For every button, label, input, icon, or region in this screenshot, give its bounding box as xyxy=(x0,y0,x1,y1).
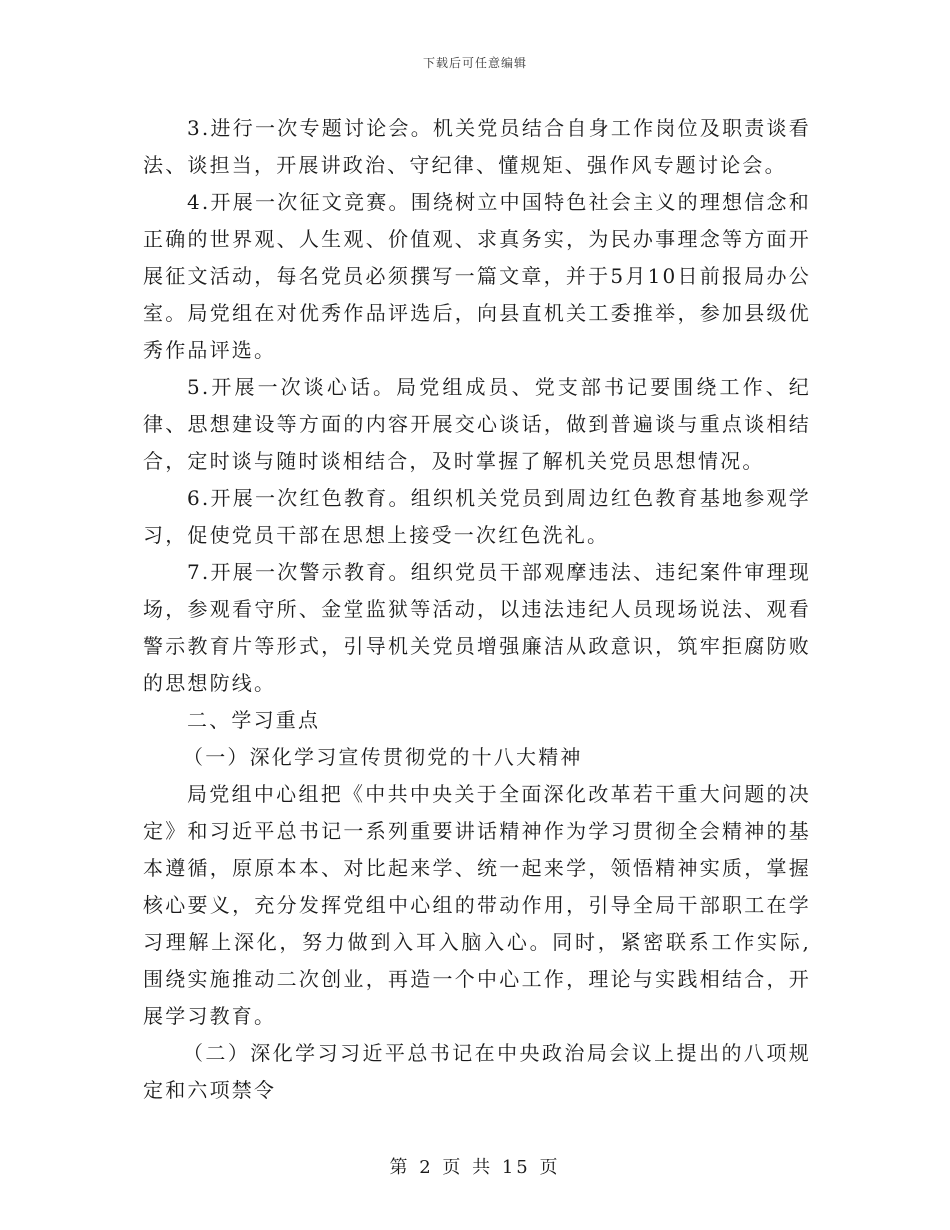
paragraph-study-body: 局党组中心组把《中共中央关于全面深化改革若干重大问题的决定》和习近平总书记一系列重要讲话精神作为学习贯彻全会精神的基本遵循，原原本本、对比起来学、统一起来学，领悟精神实质，掌握核心要义，充分发挥党组中心组的带动作用，引导全局干部职工在学习理解上深化，努力做到入耳入脑入心。同时，紧密联系工作实际,围绕实施推动二次创业，再造一个中心工作，理论与实践相结合，开展学习教育。 xyxy=(143,782,811,1028)
page-header: 下载后可任意编辑 xyxy=(422,56,527,70)
page-number-footer: 第 2 页 共 15 页 xyxy=(389,1157,561,1178)
section-heading-study-focus: 二、学习重点 xyxy=(187,708,321,732)
document-body xyxy=(143,110,811,1109)
paragraph-item-6: 6.开展一次红色教育。组织机关党员到周边红色教育基地参观学习，促使党员干部在思想上接受一次红色洗礼。 xyxy=(143,486,811,547)
paragraph-item-4: 4.开展一次征文竞赛。围绕树立中国特色社会主义的理想信念和正确的世界观、人生观、价值观、求真务实，为民办事理念等方面开展征文活动，每名党员必须撰写一篇文章，并于5月10日前报局办公室。局党组在对优秀作品评选后，向县直机关工委推举，参加县级优秀作品评选。 xyxy=(143,190,811,362)
subsection-heading-2: （二）深化学习习近平总书记在中央政治局会议上提出的八项规定和六项禁令 xyxy=(143,1041,811,1102)
subsection-heading-1: （一）深化学习宣传贯彻党的十八大精神 xyxy=(183,745,583,769)
paragraph-item-5: 5.开展一次谈心话。局党组成员、党支部书记要围绕工作、纪律、思想建设等方面的内容开展交心谈话，做到普遍谈与重点谈相结合，定时谈与随时谈相结合，及时掌握了解机关党员思想情况。 xyxy=(143,375,811,473)
paragraph-item-3: 3.进行一次专题讨论会。机关党员结合自身工作岗位及职责谈看法、谈担当，开展讲政治、守纪律、懂规矩、强作风专题讨论会。 xyxy=(143,116,811,177)
paragraph-item-7: 7.开展一次警示教育。组织党员干部观摩违法、违纪案件审理现场，参观看守所、金堂监狱等活动，以违法违纪人员现场说法、观看警示教育片等形式，引导机关党员增强廉洁从政意识，筑牢拒腐防败的思想防线。 xyxy=(143,560,811,695)
